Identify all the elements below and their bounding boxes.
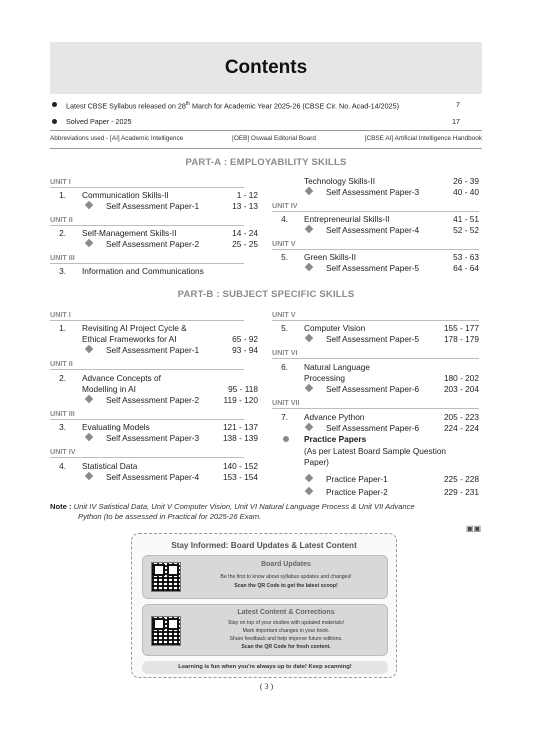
entry-title: Information and Communications [82, 266, 204, 276]
diamond-icon [305, 187, 313, 195]
entry-title: Communication Skills-II [82, 190, 169, 200]
unit-heading: UNIT I [50, 309, 244, 321]
subentry-pages: 224 - 224 [443, 423, 479, 433]
subentry-title: Self Assessment Paper-4 [326, 225, 420, 235]
subentry-title: Practice Paper-1 [326, 474, 388, 484]
unit-heading: UNIT VI [272, 347, 479, 359]
card-heading: Board Updates [261, 561, 311, 568]
entry-title-cont: Processing [304, 373, 346, 383]
entry-number: 3. [59, 266, 66, 276]
subentry-title: Self Assessment Paper-2 [106, 239, 200, 249]
entry-title-cont: Modelling in AI [82, 384, 136, 394]
entry-title: Technology Skills-II [304, 176, 376, 186]
diamond-icon [85, 345, 93, 353]
promo-footer: Learning is fun when you're always up to date! Keep scanning! [142, 661, 388, 674]
item-text: Latest CBSE Syllabus released on 28 [66, 101, 186, 111]
entry-pages: 205 - 223 [443, 412, 479, 422]
card-line: Scan the QR Code for fresh content. [241, 644, 331, 650]
unit-heading: UNIT III [50, 252, 244, 264]
entry-title: Advance Concepts of [82, 373, 161, 383]
card-line: Be the first to know about syllabus updates and changes! [220, 574, 352, 580]
unit-heading: UNIT I [50, 176, 244, 188]
entry-number: 4. [281, 214, 288, 224]
entry-title: Computer Vision [304, 323, 366, 333]
part-b-heading: PART-B : SUBJECT SPECIFIC SKILLS [177, 289, 355, 300]
abbreviations [50, 135, 482, 142]
subentry-title: Self Assessment Paper-4 [106, 472, 200, 482]
entry-title: Advance Python [304, 412, 365, 422]
unit-heading: UNIT II [50, 214, 244, 226]
entry-pages: 121 - 137 [222, 422, 258, 432]
item-page: 17 [452, 117, 460, 126]
note-line: Paper) [304, 457, 329, 467]
entry-number: 5. [281, 252, 288, 262]
entry-pages: 41 - 51 [453, 214, 479, 224]
entry-title: Evaluating Models [82, 422, 150, 432]
unit-heading: UNIT II [50, 358, 244, 370]
card-heading: Latest Content & Corrections [237, 609, 335, 616]
subentry-pages: 138 - 139 [222, 433, 258, 443]
subentry-title: Self Assessment Paper-1 [106, 345, 200, 355]
subentry-title: Practice Paper-2 [326, 487, 388, 497]
diamond-icon [85, 433, 93, 441]
diamond-icon [85, 395, 93, 403]
entry-title: Entrepreneurial Skills-II [304, 214, 390, 224]
page-number: ( 3 ) [259, 682, 274, 691]
note-line-1: Unit IV Satistical Data, Unit V Computer Vision, Unit VI Natural Language Process & Unit VII Advance [73, 502, 415, 511]
unit-heading: UNIT IV [50, 446, 244, 458]
unit-heading: UNIT V [272, 309, 479, 321]
unit-heading: UNIT III [50, 408, 244, 420]
unit-heading: UNIT V [272, 238, 479, 250]
entry-pages: 155 - 177 [443, 323, 479, 333]
entry-number: 3. [59, 422, 66, 432]
subentry-title: Self Assessment Paper-5 [326, 334, 420, 344]
abbr-ai: Abbreviations used - [AI] Academic Intelligence [50, 135, 184, 142]
entry-title: Green Skills-II [304, 252, 357, 262]
latest-content-card[interactable] [142, 604, 388, 656]
promo-title: Stay Informed: Board Updates & Latest Content [171, 541, 357, 550]
subentry-pages: 64 - 64 [453, 263, 479, 273]
entry-pages: 53 - 63 [453, 252, 479, 262]
list-item[interactable] [50, 113, 482, 130]
promo-box [131, 533, 397, 678]
list-item[interactable] [50, 96, 482, 113]
note-label: Note : [50, 502, 72, 511]
entry-number: 1. [59, 190, 66, 200]
subentry-title: Self Assessment Paper-1 [106, 201, 200, 211]
diamond-icon [305, 225, 313, 233]
subentry-pages: 25 - 25 [232, 239, 258, 249]
subentry-pages: 153 - 154 [222, 472, 258, 482]
entry-pages: 26 - 39 [453, 176, 479, 186]
entry-title: Self-Management Skills-II [82, 228, 177, 238]
subentry-pages: 225 - 228 [443, 474, 479, 484]
subentry-pages: 178 - 179 [443, 334, 479, 344]
abbr-cbse-ai: [CBSE AI] Artificial Intelligence Handbook [364, 135, 482, 142]
entry-title: Natural Language [304, 362, 370, 372]
subentry-title: Self Assessment Paper-6 [326, 384, 420, 394]
title-band [50, 42, 482, 94]
entry-pages: 65 - 92 [232, 334, 258, 344]
part-a-heading: PART-A : EMPLOYABILITY SKILLS [185, 157, 347, 168]
entry-number: 2. [59, 373, 66, 383]
subentry-title: Self Assessment Paper-5 [326, 263, 420, 273]
bullet-icon [283, 436, 289, 442]
diamond-icon [305, 474, 313, 482]
note-line-2: Python (to be assessed in Practical for 2025-26 Exam. [78, 512, 262, 521]
entry-number: 7. [281, 412, 288, 422]
entry-pages: 95 - 118 [228, 384, 258, 394]
book-icon: ▣▣ [466, 524, 482, 533]
qr-code-icon[interactable] [151, 562, 181, 592]
divider [50, 148, 482, 149]
diamond-icon [85, 239, 93, 247]
divider [50, 130, 482, 131]
item-page: 7 [456, 100, 460, 109]
note-line: (As per Latest Board Sample Question [304, 446, 447, 456]
unit-heading: UNIT IV [272, 200, 479, 212]
entry-pages: 140 - 152 [222, 461, 258, 471]
subentry-title: Self Assessment Paper-2 [106, 395, 200, 405]
page-title: Contents [224, 57, 308, 78]
card-line: Stay on top of your studies with updated materials! [227, 620, 345, 626]
subentry-title: Self Assessment Paper-3 [106, 433, 200, 443]
entry-number: 4. [59, 461, 66, 471]
card-line: Mark important changes in your book. [242, 628, 330, 634]
entry-number: 6. [281, 362, 288, 372]
bullet-icon [52, 119, 57, 124]
item-sup: th [185, 101, 191, 107]
diamond-icon [305, 263, 313, 271]
subentry-pages: 119 - 120 [223, 395, 258, 405]
bullet-icon [52, 102, 57, 107]
entry-title: Statistical Data [82, 461, 138, 471]
qr-code-icon[interactable] [151, 616, 181, 646]
entry-pages: 14 - 24 [232, 228, 258, 238]
entry-pages: 1 - 12 [236, 190, 258, 200]
entry-title: Revisiting AI Project Cycle & [82, 323, 187, 333]
abbr-oeb: [OEB] Oswaal Editorial Board [232, 135, 316, 142]
diamond-icon [305, 334, 313, 342]
unit-heading: UNIT VII [272, 397, 479, 409]
subentry-pages: 93 - 94 [232, 345, 258, 355]
entry-pages: 180 - 202 [443, 373, 479, 383]
top-items-list [50, 96, 482, 130]
card-line: Share feedback and help improve future editions. [229, 636, 343, 642]
subentry-pages: 203 - 204 [443, 384, 479, 394]
entry-number: 2. [59, 228, 66, 238]
subentry-pages: 40 - 40 [453, 187, 479, 197]
board-updates-card[interactable] [142, 555, 388, 599]
subentry-pages: 229 - 231 [443, 487, 479, 497]
entry-number: 5. [281, 323, 288, 333]
subentry-pages: 13 - 13 [232, 201, 258, 211]
entry-title-cont: Ethical Frameworks for AI [82, 334, 177, 344]
item-text: Solved Paper - 2025 [66, 117, 132, 126]
item-text-rest: March for Academic Year 2025-26 (CBSE Cir. No. Acad-14/2025) [190, 101, 399, 111]
card-line: Scan the QR Code to get the latest scoop! [234, 583, 338, 589]
diamond-icon [305, 384, 313, 392]
entry-number: 1. [59, 323, 66, 333]
subentry-pages: 52 - 52 [453, 225, 479, 235]
diamond-icon [85, 201, 93, 209]
entry-title: Practice Papers [304, 434, 367, 444]
diamond-icon [305, 423, 313, 431]
subentry-title: Self Assessment Paper-3 [326, 187, 420, 197]
diamond-icon [305, 487, 313, 495]
diamond-icon [85, 472, 93, 480]
subentry-title: Self Assessment Paper-6 [326, 423, 420, 433]
